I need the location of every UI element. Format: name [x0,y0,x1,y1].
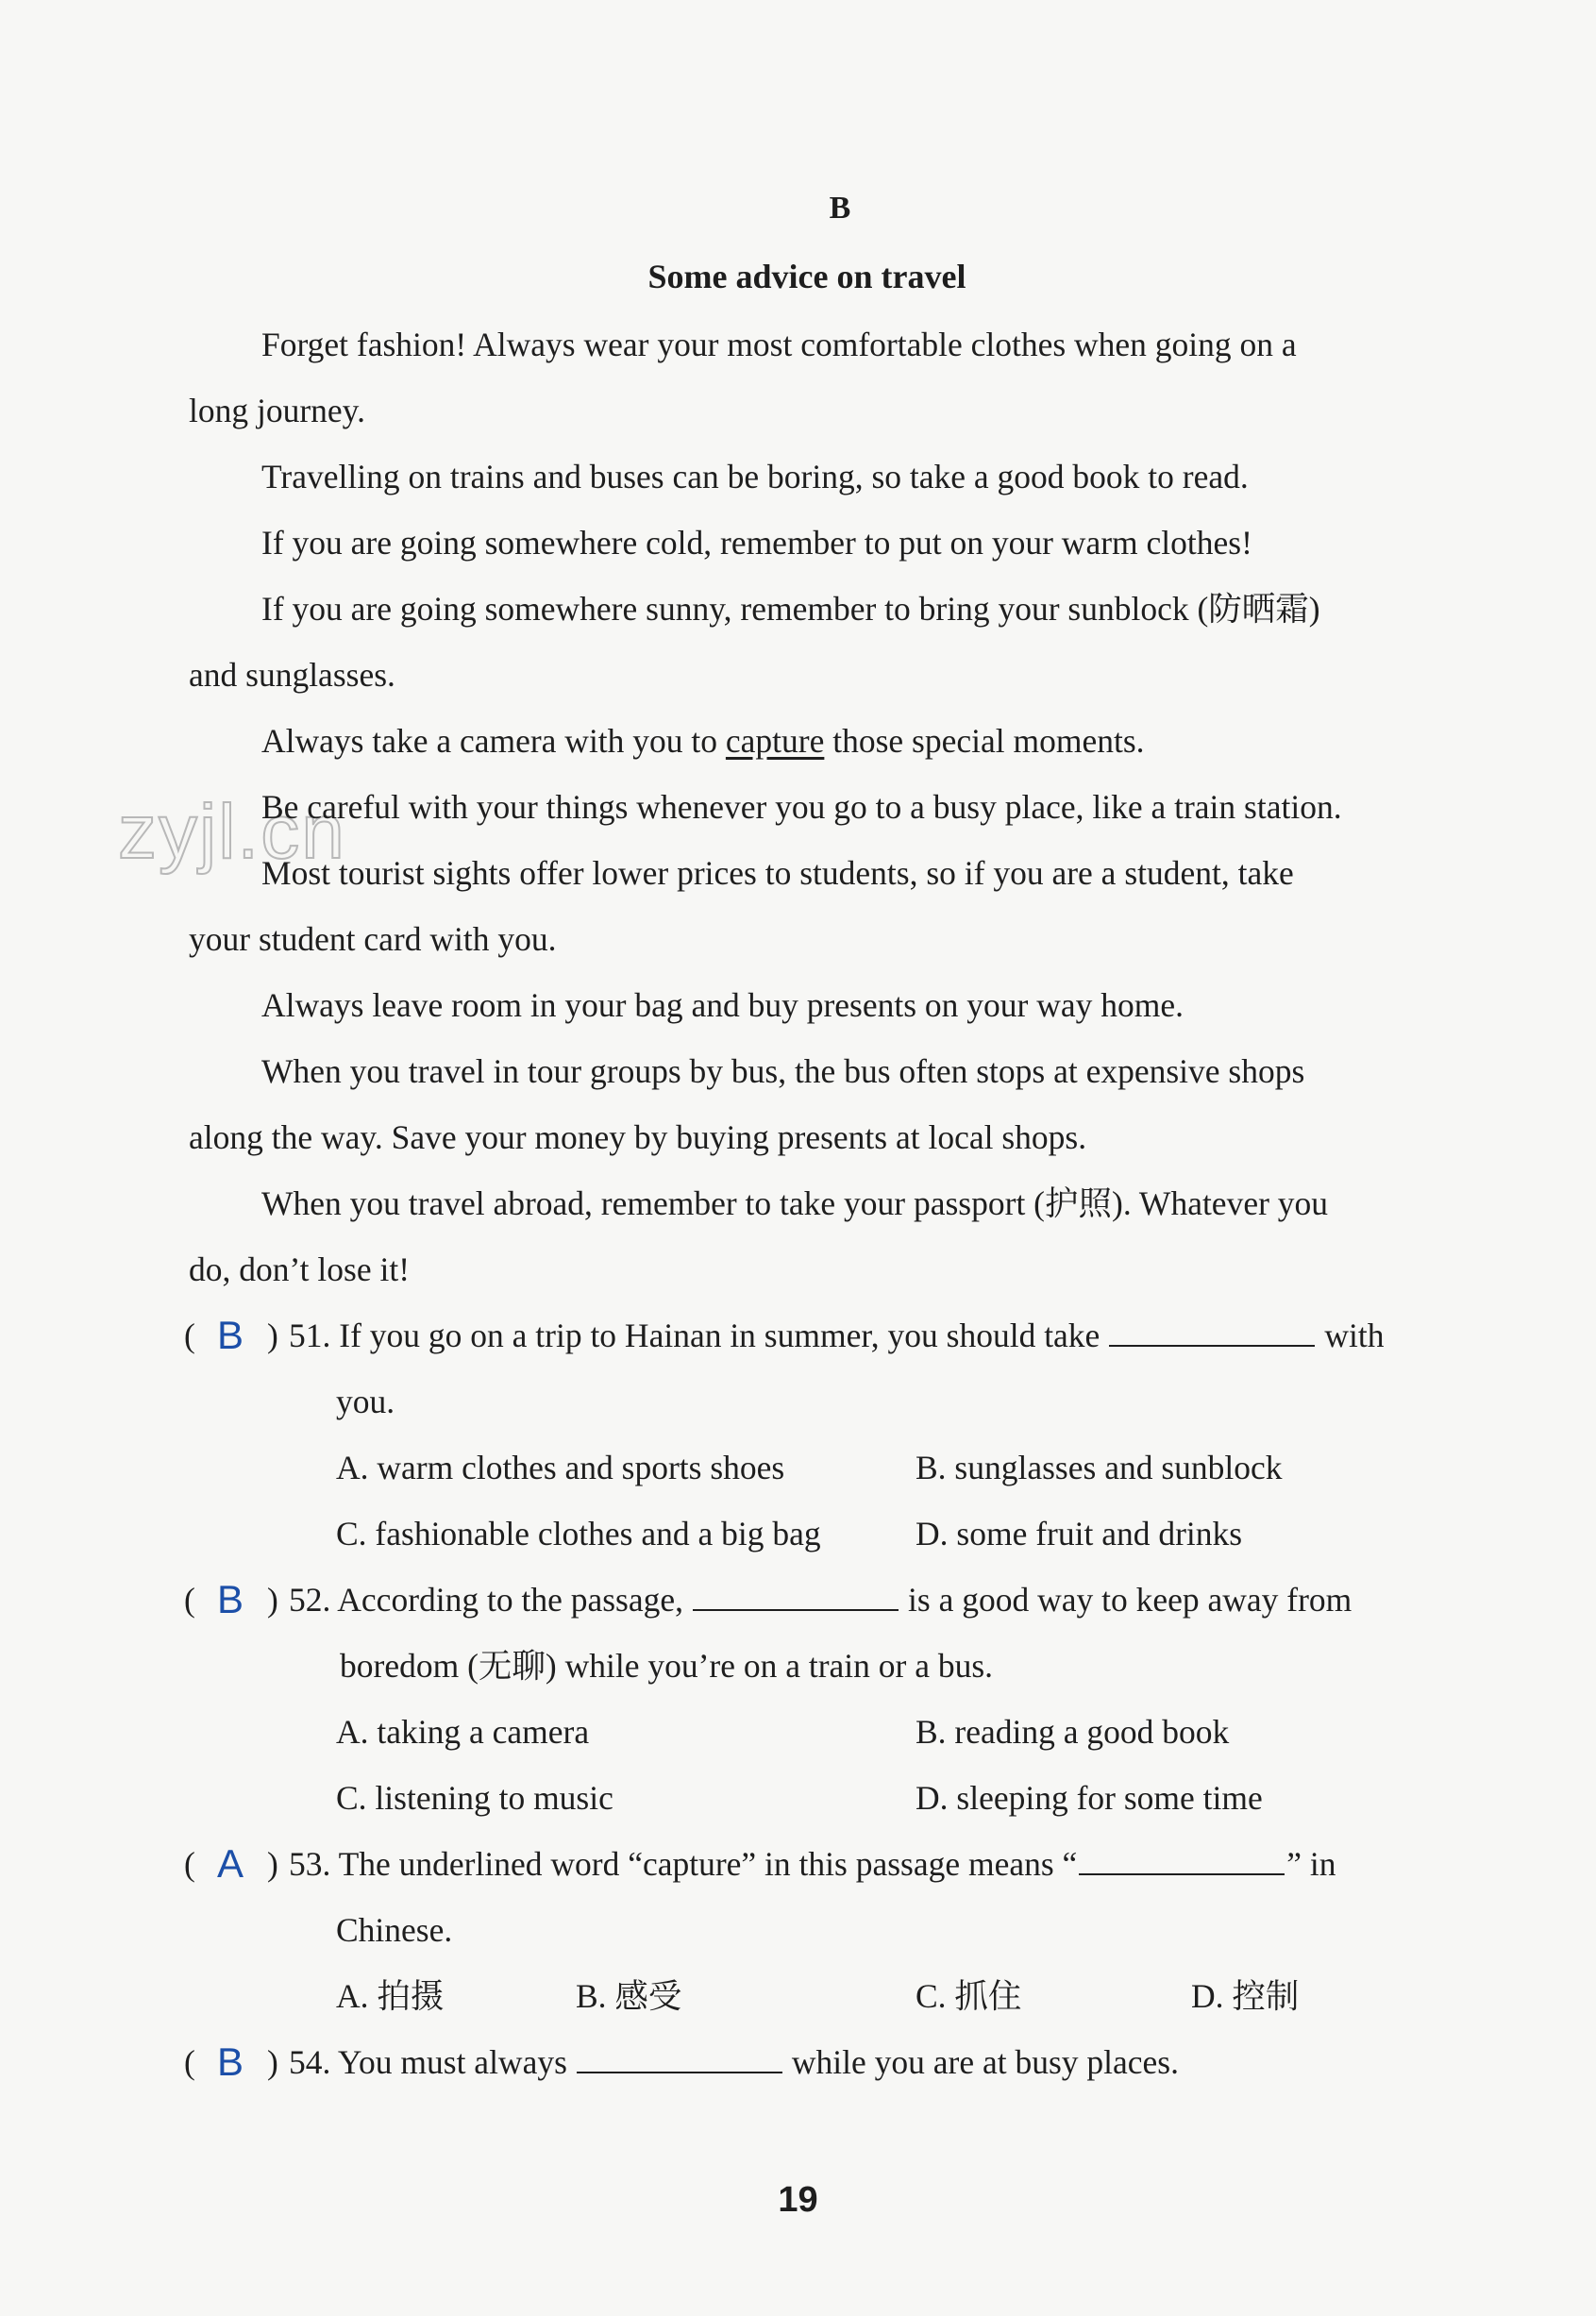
option-d: D. sleeping for some time [916,1779,1263,1817]
section-letter: B [829,191,851,226]
question-stem: 53. The underlined word “capture” in this passage means “ ” in [289,1845,1336,1883]
option-b: B. reading a good book [916,1713,1230,1751]
question-stem: 51. If you go on a trip to Hainan in summer, you should take with [289,1317,1385,1354]
option-a: A. 拍摄 [336,1977,445,2015]
passage-line: When you travel in tour groups by bus, the bus often stops at expensive shops [261,1052,1305,1090]
question-stem: 52. According to the passage, is a good way to keep away from [289,1581,1352,1619]
page-number: 19 [778,2180,818,2220]
question-stem-continued: boredom (无聊) while you’re on a train or a bus. [340,1647,994,1685]
answer-mark: B [217,1313,244,1357]
answer-mark: B [217,1577,244,1621]
watermark: zyjl.cn [118,789,346,875]
passage-line: If you are going somewhere sunny, remember to bring your sunblock (防晒霜) [261,590,1320,628]
question-stem-continued: you. [336,1383,395,1420]
passage-line: Forget fashion! Always wear your most comfortable clothes when going on a [261,326,1297,363]
option-d: D. 控制 [1191,1977,1300,2015]
question-stem-continued: Chinese. [336,1911,453,1949]
option-d: D. some fruit and drinks [916,1515,1243,1552]
option-a: A. taking a camera [336,1713,590,1751]
passage-line: your student card with you. [189,920,557,958]
option-b: B. sunglasses and sunblock [916,1449,1283,1486]
passage-line: do, don’t lose it! [189,1250,411,1288]
option-a: A. warm clothes and sports shoes [336,1449,785,1486]
passage-line: Always leave room in your bag and buy presents on your way home. [261,986,1184,1024]
answer-mark: B [217,2039,244,2084]
passage-line: long journey. [189,392,365,429]
option-c: C. fashionable clothes and a big bag [336,1515,821,1552]
passage-line: along the way. Save your money by buying presents at local shops. [189,1118,1087,1156]
option-c: C. listening to music [336,1779,613,1817]
passage-line: When you travel abroad, remember to take your passport (护照). Whatever you [261,1184,1329,1222]
passage-line: Most tourist sights offer lower prices to students, so if you are a student, take [261,854,1294,892]
passage-line: Be careful with your things whenever you go to a busy place, like a train station. [261,788,1342,826]
answer-blank [1079,1845,1285,1875]
option-c: C. 抓住 [916,1977,1022,2015]
answer-blank [577,2043,782,2073]
underlined-word: capture [725,722,825,760]
passage-line: If you are going somewhere cold, remember to put on your warm clothes! [261,524,1252,562]
workbook-page: zyjl.cn B Some advice on travel Forget fashion! Always wear your most comfortable clothes when going on a long journey. Travelling on trains and buses can be boring, so take a good book to read. If you are going somewhere cold, remember to put on your warm clothes! If you are going somewhere sunny, remember to bring your sunblock (防晒霜) and sunglasses. Always take a camera with you to capture those special moments. Be careful with your things whenever you go to a busy place, like a train station. Most tourist sights offer lower prices to students, so if you are a student, take your student card with you. Always leave room in your bag and buy presents on your way home. When you travel in tour groups by bus, the bus often stops at expensive shops along the way. Save your money by buying presents at local shops. When you travel abroad, remember to take your passport (护照). Whatever you do, don’t lose it! ( B ) 51. If you go on a trip to Hainan in summer, you should take with you. A. warm clothes and sports shoes B. sunglasses and sunblock C. fashionable clothes and a big bag D. some fruit and drinks ( B ) 52. According to the passage, is a good way to keep away from boredom (无聊) while you’re on a train or a bus. A. taking a camera B. reading a good book C. listening to music D. sleeping for some time ( A ) 53. The underlined word “capture” in this passage means “ ” in Chinese. A. 拍摄 B. 感受 C. 抓住 D. 控制 ( B ) 54. You must always while you are at busy places. 19 [0,0,1596,2316]
answer-blank [693,1581,899,1611]
passage-line: Travelling on trains and buses can be boring, so take a good book to read. [261,458,1249,495]
passage-line: and sunglasses. [189,656,395,694]
answer-mark: A [217,1841,244,1886]
passage-title: Some advice on travel [647,258,966,295]
option-b: B. 感受 [576,1977,682,2015]
passage-line: Always take a camera with you to capture those special moments. [261,722,1145,760]
question-stem: 54. You must always while you are at busy places. [289,2043,1179,2081]
answer-blank [1109,1317,1315,1347]
